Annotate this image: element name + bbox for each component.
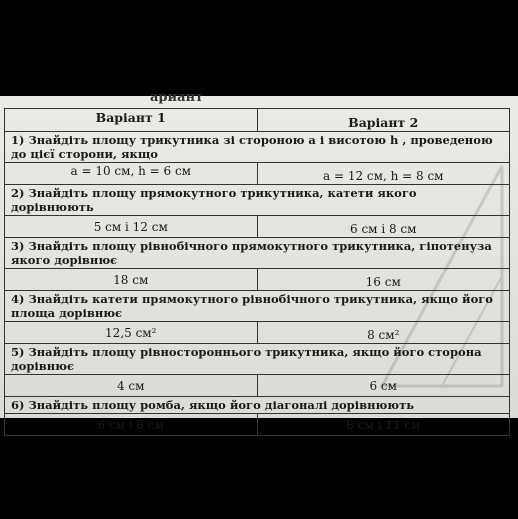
variant1-answer: 5 см і 12 см bbox=[5, 216, 258, 238]
variant1-answer: 12,5 см² bbox=[5, 322, 258, 344]
variant2-answer: a = 12 см, h = 8 см bbox=[257, 163, 510, 185]
variant2-answer: 8 см і 11 см bbox=[257, 414, 510, 436]
task-answer-row bbox=[5, 375, 510, 397]
task-question: 5) Знайдіть площу рівностороннього трикутника, якщо його сторона дорівнює bbox=[5, 344, 510, 375]
variant2-answer: 8 см² bbox=[257, 322, 510, 344]
variant2-header: Варіант 2 bbox=[257, 109, 510, 132]
task-table bbox=[4, 108, 510, 436]
variant1-answer: 4 см bbox=[5, 375, 258, 397]
task-question-row bbox=[5, 397, 510, 414]
variant2-answer: 6 см bbox=[257, 375, 510, 397]
task-answer-row bbox=[5, 414, 510, 436]
variant1-answer: a = 10 см, h = 6 см bbox=[5, 163, 258, 185]
variant-header-row bbox=[5, 109, 510, 132]
task-question: 3) Знайдіть площу рівнобічного прямокутного трикутника, гіпотенуза якого дорівнює bbox=[5, 238, 510, 269]
task-answer-row bbox=[5, 322, 510, 344]
task-question: 1) Знайдіть площу трикутника зі стороною a і висотою h , проведеною до цієї сторони, якщо bbox=[5, 132, 510, 163]
task-question-row bbox=[5, 132, 510, 163]
task-question-row bbox=[5, 185, 510, 216]
task-answer-row bbox=[5, 269, 510, 291]
variant1-answer: 6 см і 8 см bbox=[5, 414, 258, 436]
task-question-row bbox=[5, 238, 510, 269]
cutoff-header-text: ариант bbox=[150, 90, 204, 105]
task-answer-row bbox=[5, 216, 510, 238]
task-answer-row bbox=[5, 163, 510, 185]
worksheet-photo bbox=[0, 90, 518, 432]
task-question: 4) Знайдіть катети прямокутного рівнобічного трикутника, якщо його площа дорівнює bbox=[5, 291, 510, 322]
task-question-row bbox=[5, 291, 510, 322]
task-question: 2) Знайдіть площу прямокутного трикутника, катети якого дорівнюють bbox=[5, 185, 510, 216]
variant2-answer: 6 см і 8 см bbox=[257, 216, 510, 238]
variant1-answer: 18 см bbox=[5, 269, 258, 291]
variant2-answer: 16 см bbox=[257, 269, 510, 291]
task-question-row bbox=[5, 344, 510, 375]
task-question: 6) Знайдіть площу ромба, якщо його діагоналі дорівнюють bbox=[5, 397, 510, 414]
variant1-header: Варіант 1 bbox=[5, 109, 258, 132]
